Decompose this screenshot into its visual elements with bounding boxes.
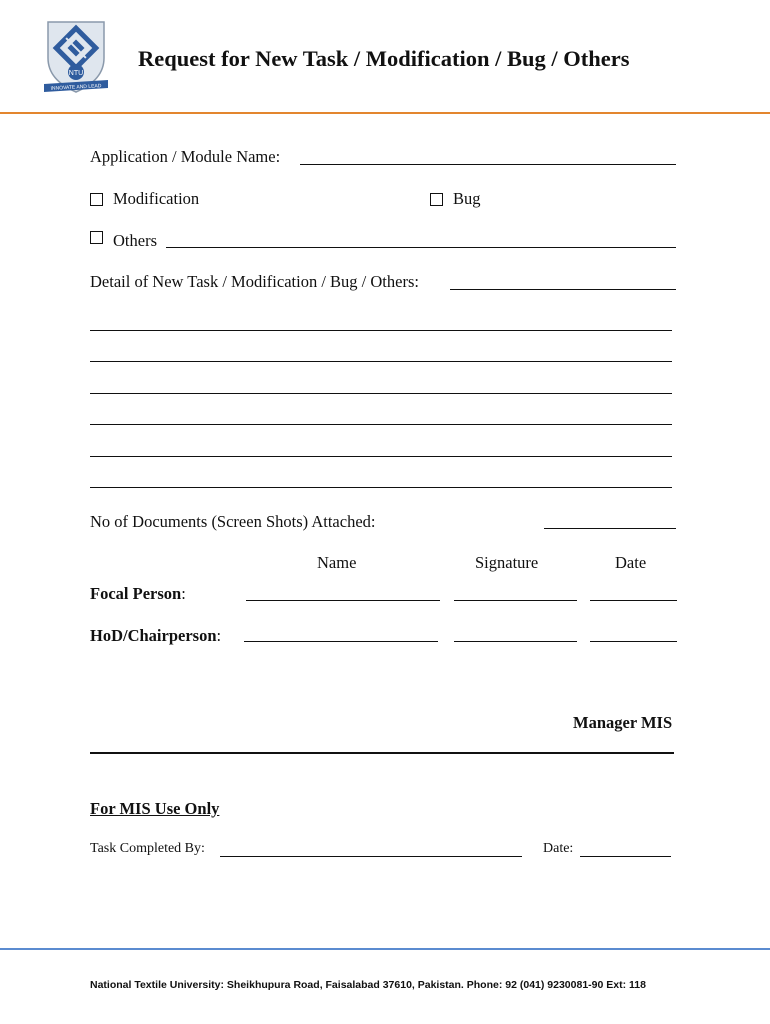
hod-date-field[interactable] (590, 641, 677, 642)
bug-checkbox[interactable] (430, 193, 443, 206)
hod-name-field[interactable] (244, 641, 438, 642)
footer-address: National Textile University: Sheikhupura Road, Faisalabad 37610, Pakistan. Phone: 92 (041) 9230081-90 Ext: 118 (90, 979, 646, 991)
detail-field[interactable] (450, 289, 676, 290)
documents-label: No of Documents (Screen Shots) Attached: (90, 512, 376, 531)
detail-label: Detail of New Task / Modification / Bug / Others: (90, 272, 419, 291)
signature-column-header: Signature (475, 553, 539, 572)
date-column-header: Date (615, 553, 647, 572)
hod-label: HoD/Chairperson: (90, 626, 222, 645)
name-column-header: Name (317, 553, 357, 572)
task-completed-label: Task Completed By: (90, 841, 205, 856)
focal-signature-field[interactable] (454, 600, 577, 601)
bug-label: Bug (453, 189, 481, 208)
page-title: Request for New Task / Modification / Bug / Others (138, 46, 630, 71)
others-label: Others (113, 231, 157, 250)
detail-line[interactable] (90, 487, 672, 488)
focal-name-field[interactable] (246, 600, 440, 601)
others-field[interactable] (166, 247, 676, 248)
focal-person-label: Focal Person: (90, 584, 186, 603)
modification-label: Modification (113, 189, 200, 208)
ntu-logo (40, 18, 112, 96)
svg-text:NTU: NTU (68, 70, 84, 77)
app-module-field[interactable] (300, 164, 676, 165)
manager-mis-label: Manager MIS (573, 713, 673, 732)
mis-date-field[interactable] (580, 856, 671, 857)
task-completed-field[interactable] (220, 856, 522, 857)
footer-rule (0, 948, 770, 950)
mis-section-heading: For MIS Use Only (90, 799, 220, 818)
app-module-label: Application / Module Name: (90, 147, 281, 166)
others-checkbox[interactable] (90, 231, 103, 244)
manager-signature-line[interactable] (90, 752, 674, 754)
hod-signature-field[interactable] (454, 641, 577, 642)
svg-text:INNOVATE AND LEAD: INNOVATE AND LEAD (50, 83, 102, 92)
detail-line[interactable] (90, 330, 672, 331)
detail-line[interactable] (90, 456, 672, 457)
focal-date-field[interactable] (590, 600, 677, 601)
header-rule (0, 112, 770, 114)
detail-line[interactable] (90, 393, 672, 394)
documents-count-field[interactable] (544, 528, 676, 529)
mis-date-label: Date: (543, 841, 574, 856)
modification-checkbox[interactable] (90, 193, 103, 206)
detail-line[interactable] (90, 361, 672, 362)
detail-line[interactable] (90, 424, 672, 425)
